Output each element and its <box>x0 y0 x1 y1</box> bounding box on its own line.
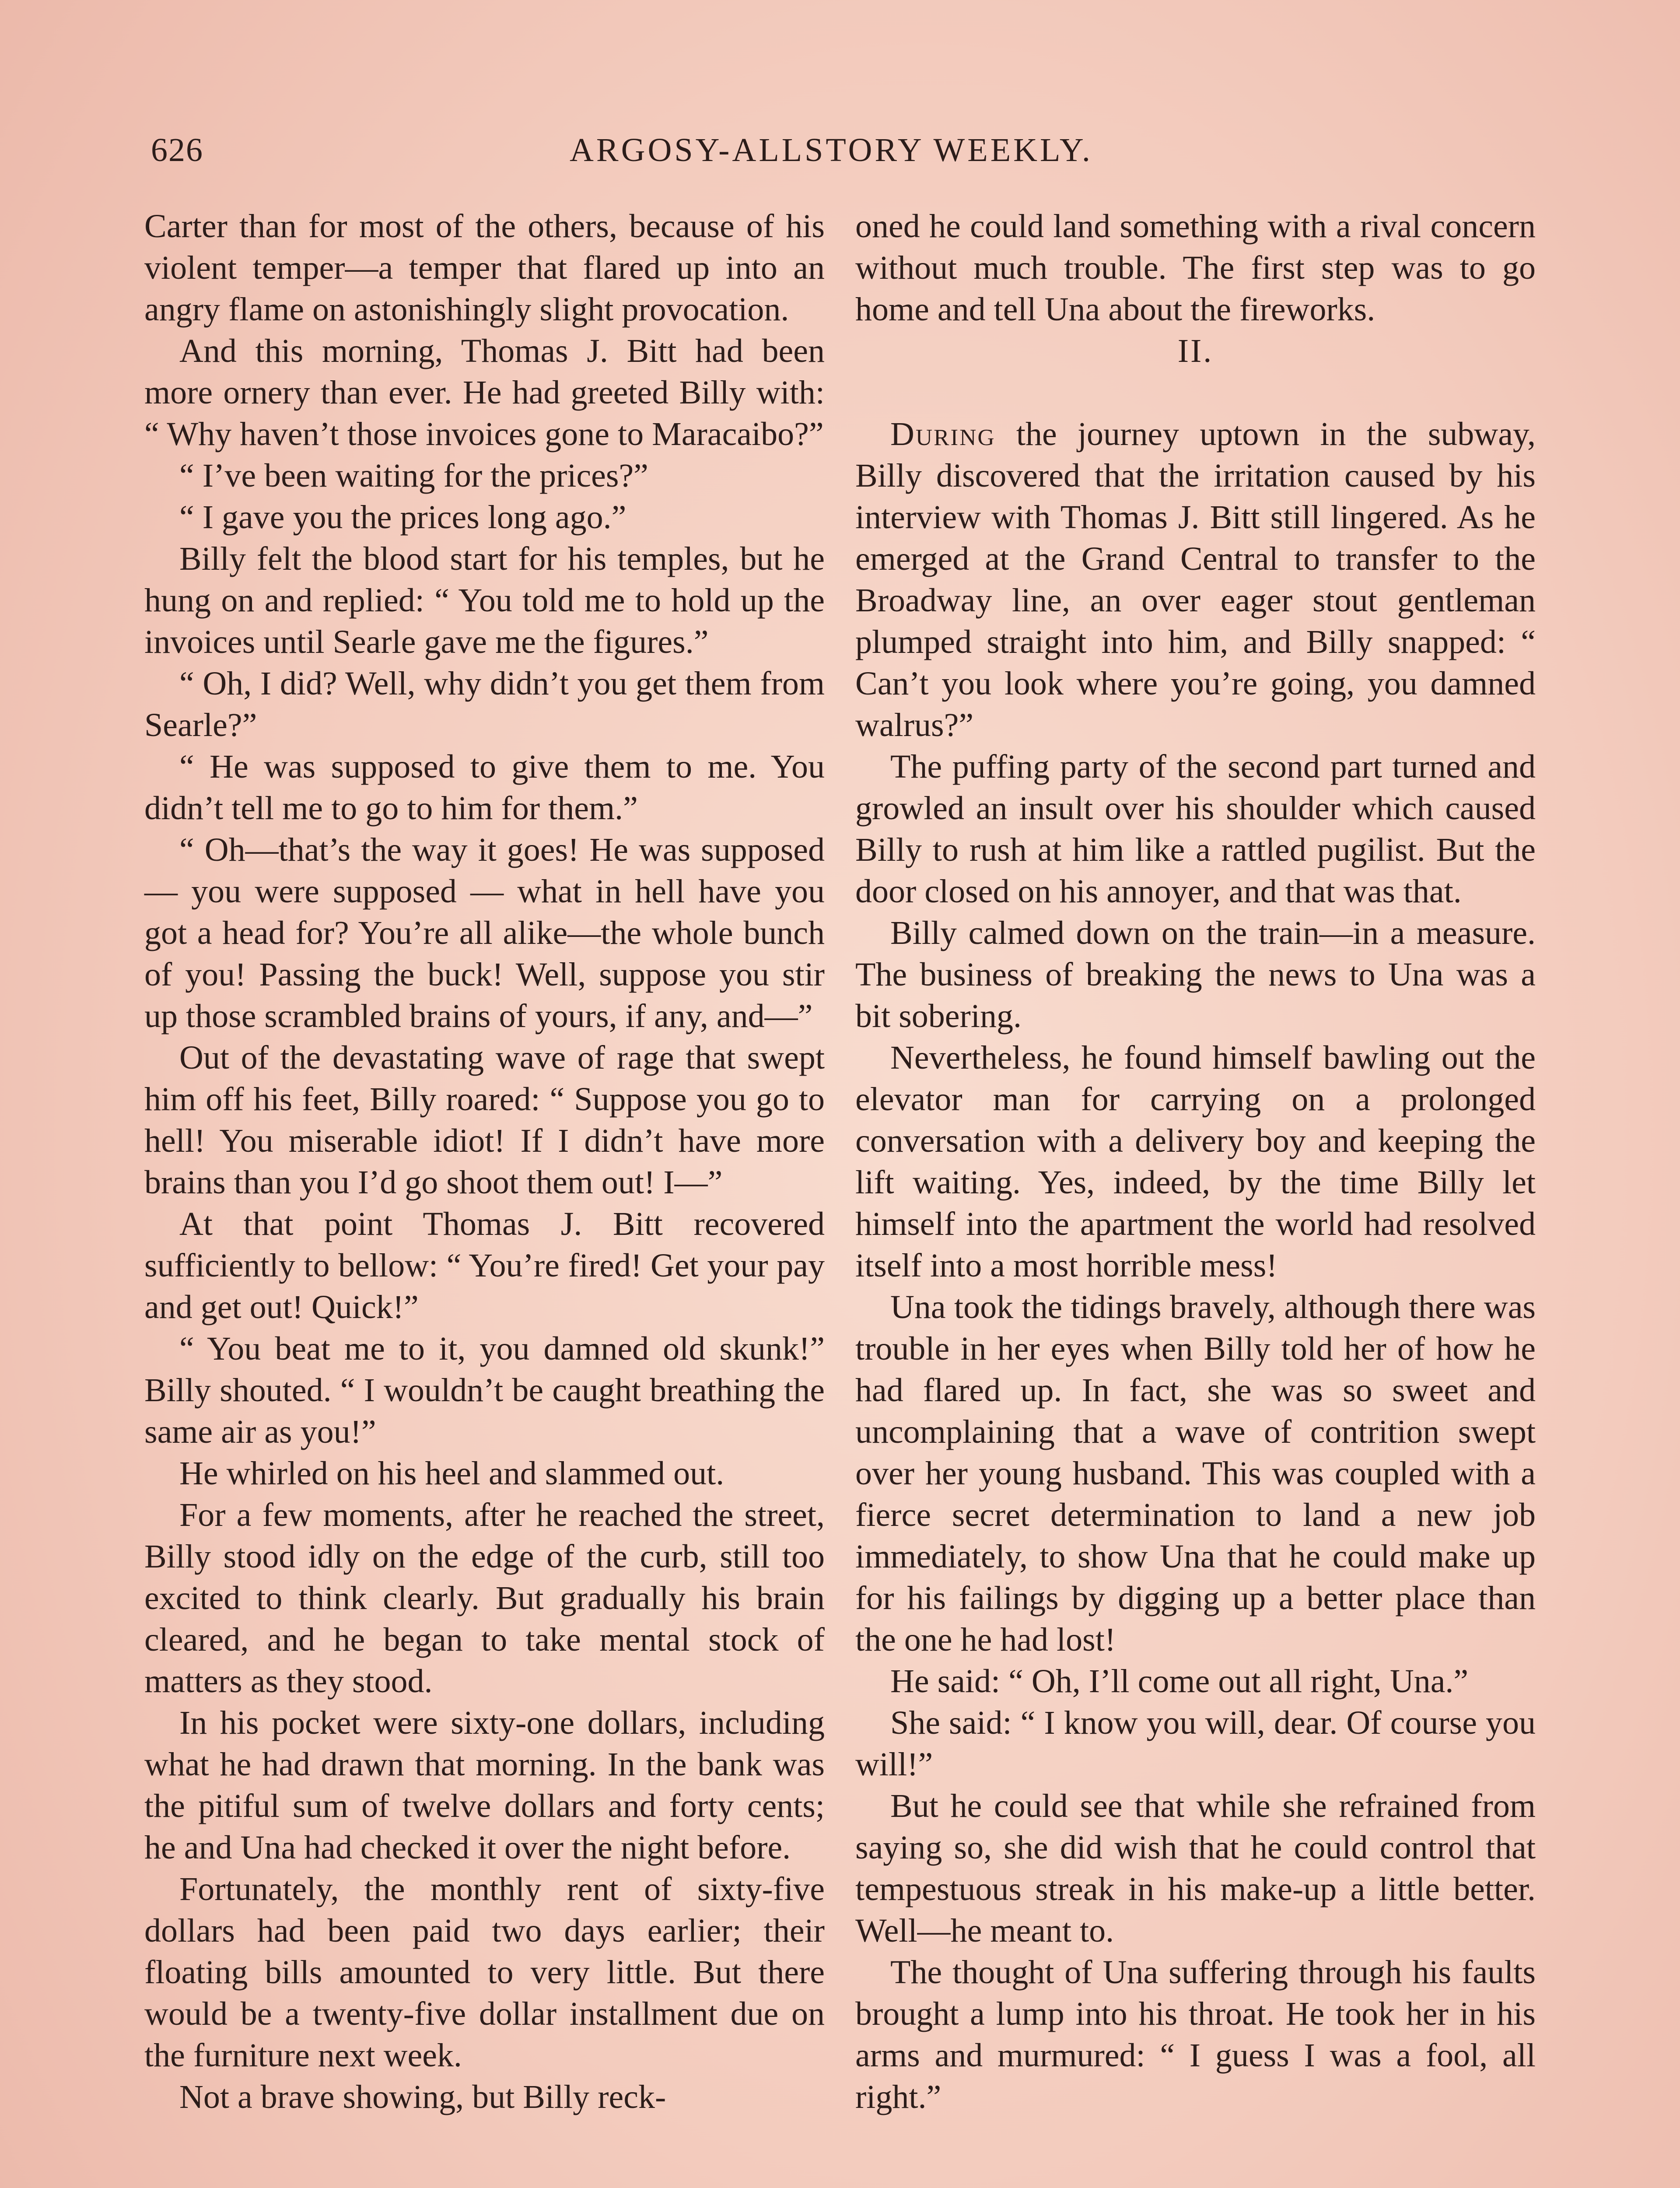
paragraph: Not a brave showing, but Billy reck- <box>179 2079 666 2115</box>
paragraph-text: the journey uptown in the subway, Billy discovered that the irritation caused by his interview with Thomas J. Bitt still lingered. As he emerged at the Grand Central to transfer to the Broadway line, an over eager stout gentleman plumped straight into him, and Billy snapped: “ Can’t you look where you’re going, you damned walrus?” <box>855 416 1536 743</box>
paragraph: And this morning, Thomas J. Bitt had been more ornery than ever. He had greeted Billy with: “ Why haven’t those invoices gone to Maracaibo?” <box>144 333 825 452</box>
paragraph: Fortunately, the monthly rent of sixty-five dollars had been paid two days earlier; their floating bills amounted to very little. But there would be a twenty-five dollar installment due on the furniture next week. <box>144 1871 825 2074</box>
paragraph: oned he could land something with a rival concern without much trouble. The first step was to go home and tell Una about the fireworks. <box>855 208 1536 328</box>
paragraph: “ I gave you the prices long ago.” <box>179 499 626 536</box>
paragraph: At that point Thomas J. Bitt recovered sufficiently to bellow: “ You’re fired! Get your pay and get out! Quick!” <box>144 1206 825 1325</box>
paragraph: “ You beat me to it, you damned old skunk!” Billy shouted. “ I wouldn’t be caught breathing the same air as you!” <box>144 1330 825 1450</box>
paragraph: “ Oh—that’s the way it goes! He was supposed — you were supposed — what in hell have you got a head for? You’re all alike—the whole bunch of you! Passing the buck! Well, suppose you stir up those scrambled brains of yours, if any, and—” <box>144 831 825 1034</box>
dropcap-word: During <box>890 416 996 452</box>
page-number: 626 <box>151 132 203 168</box>
paragraph: For a few moments, after he reached the street, Billy stood idly on the edge of the curb, still too excited to think clearly. But gradually his brain cleared, and he began to take mental stock of matters as they stood. <box>144 1497 825 1700</box>
left-column <box>144 206 825 2118</box>
paragraph: In his pocket were sixty-one dollars, including what he had drawn that morning. In the bank was the pitiful sum of twelve dollars and forty cents; he and Una had checked it over the night before. <box>144 1704 825 1866</box>
paragraph: Out of the devastating wave of rage that swept him off his feet, Billy roared: “ Suppose you go to hell! You miserable idiot! If I didn’t have more brains than you I’d go shoot them out! I—” <box>144 1039 825 1201</box>
paragraph: But he could see that while she refrained from saying so, she did wish that he could control that tempestuous streak in his make-up a little better. Well—he meant to. <box>855 1788 1536 1949</box>
running-head: ARGOSY-ALLSTORY WEEKLY. <box>570 132 1093 168</box>
paragraph: He said: “ Oh, I’ll come out all right, Una.” <box>890 1663 1469 1700</box>
paragraph: “ Oh, I did? Well, why didn’t you get them from Searle?” <box>144 665 825 743</box>
paragraph: The puffing party of the second part turned and growled an insult over his shoulder which caused Billy to rush at him like a rattled pugilist. But the door closed on his annoyer, and that was that. <box>855 748 1536 910</box>
paragraph: Billy calmed down on the train—in a measure. The business of breaking the news to Una was a bit sobering. <box>855 915 1536 1034</box>
paragraph: Nevertheless, he found himself bawling out the elevator man for carrying on a prolonged conversation with a delivery boy and keeping the lift waiting. Yes, indeed, by the time Billy let himself into the apartment the world had resolved itself into a most horrible mess! <box>855 1039 1536 1284</box>
right-column <box>855 206 1536 2118</box>
paragraph: She said: “ I know you will, dear. Of course you will!” <box>855 1704 1536 1783</box>
paragraph <box>855 414 1536 746</box>
paragraph: “ I’ve been waiting for the prices?” <box>179 457 648 494</box>
paragraph: Carter than for most of the others, because of his violent temper—a temper that flared up into an angry flame on astonishingly slight provocation. <box>144 208 825 328</box>
paragraph: “ He was supposed to give them to me. You didn’t tell me to go to him for them.” <box>144 748 825 827</box>
paragraph: Una took the tidings bravely, although there was trouble in her eyes when Billy told her of how he had flared up. In fact, she was so sweet and uncomplaining that a wave of contrition swept over her young husband. This was coupled with a fierce secret determination to land a new job immediately, to show Una that he could make up for his failings by digging up a better place than the one he had lost! <box>855 1289 1536 1658</box>
paragraph: Billy felt the blood start for his temples, but he hung on and replied: “ You told me to hold up the invoices until Searle gave me the figures.” <box>144 540 825 660</box>
section-heading: II. <box>1177 333 1214 369</box>
paragraph: The thought of Una suffering through his faults brought a lump into his throat. He took her in his arms and murmured: “ I guess I was a fool, all right.” <box>855 1954 1536 2115</box>
paragraph: He whirled on his heel and slammed out. <box>179 1455 724 1492</box>
